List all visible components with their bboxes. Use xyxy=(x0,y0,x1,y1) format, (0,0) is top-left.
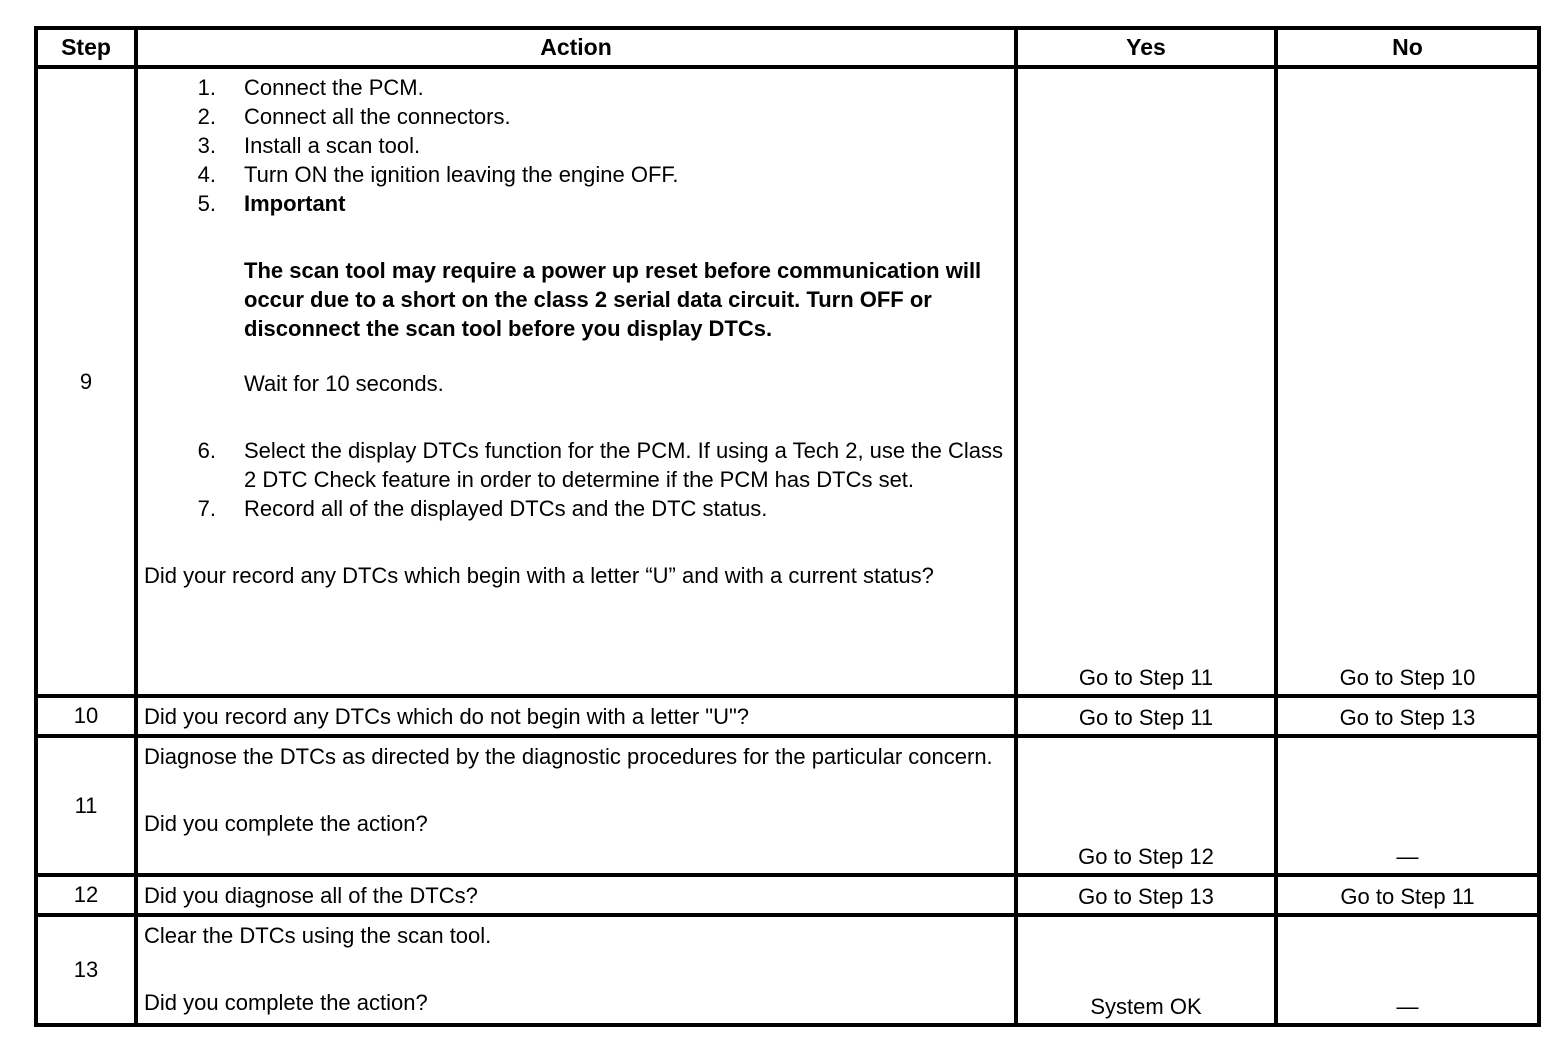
action-cell xyxy=(136,67,1016,696)
important-label: Important xyxy=(244,191,346,217)
no-result: Go to Step 13 xyxy=(1276,696,1539,736)
wait-text: Wait for 10 seconds. xyxy=(244,371,444,397)
item-number: 4. xyxy=(197,162,216,188)
item-text: Turn ON the ignition leaving the engine OFF. xyxy=(244,162,679,188)
yes-result: Go to Step 11 xyxy=(1016,67,1276,696)
diagnostic-table xyxy=(34,26,1541,1027)
no-result: — xyxy=(1276,736,1539,874)
table-row-step-12 xyxy=(36,875,1539,915)
item-text: Connect all the connectors. xyxy=(244,104,511,130)
list-item xyxy=(144,494,1008,523)
question-text: Did you record any DTCs which do not begin with a letter "U"? xyxy=(136,696,1016,736)
item-number: 5. xyxy=(197,191,216,217)
action-list xyxy=(144,73,1008,218)
list-item xyxy=(144,102,1008,131)
header-no: No xyxy=(1276,28,1539,67)
item-number: 7. xyxy=(197,496,216,522)
item-number: 1. xyxy=(197,75,216,101)
header-step: Step xyxy=(36,28,136,67)
item-number: 6. xyxy=(197,438,216,464)
header-yes: Yes xyxy=(1016,28,1276,67)
step-number: 10 xyxy=(36,696,136,736)
header-row xyxy=(36,28,1539,67)
action-cell xyxy=(136,736,1016,874)
action-list-2 xyxy=(144,436,1008,523)
list-item xyxy=(144,189,1008,218)
yes-result: Go to Step 12 xyxy=(1016,736,1276,874)
question-text: Did you complete the action? xyxy=(144,989,428,1015)
no-result: Go to Step 10 xyxy=(1276,67,1539,696)
action-text: Diagnose the DTCs as directed by the diagnostic procedures for the particular concern. xyxy=(144,744,993,770)
item-number: 2. xyxy=(197,104,216,130)
table-row-step-13 xyxy=(36,915,1539,1025)
list-item xyxy=(144,131,1008,160)
step-number: 12 xyxy=(36,875,136,915)
yes-result: System OK xyxy=(1016,915,1276,1025)
action-cell xyxy=(136,915,1016,1025)
list-item xyxy=(144,436,1008,494)
yes-result: Go to Step 11 xyxy=(1016,696,1276,736)
question-text: Did you complete the action? xyxy=(144,811,428,837)
table-row-step-10 xyxy=(36,696,1539,736)
no-result: — xyxy=(1276,915,1539,1025)
yes-result: Go to Step 13 xyxy=(1016,875,1276,915)
item-text: Connect the PCM. xyxy=(244,75,424,101)
step-number: 9 xyxy=(36,67,136,696)
item-text: Record all of the displayed DTCs and the DTC status. xyxy=(244,496,768,522)
header-action: Action xyxy=(136,28,1016,67)
important-text: The scan tool may require a power up reset before communication will occur due to a short on the class 2 serial data circuit. Turn OFF or disconnect the scan tool before you display DTCs. xyxy=(244,258,982,342)
table-row-step-9 xyxy=(36,67,1539,696)
action-text: Clear the DTCs using the scan tool. xyxy=(144,922,492,948)
step-number: 11 xyxy=(36,736,136,874)
item-text: Select the display DTCs function for the PCM. If using a Tech 2, use the Class 2 DTC Check feature in order to determine if the PCM has DTCs set. xyxy=(244,438,1003,493)
question-text: Did you diagnose all of the DTCs? xyxy=(136,875,1016,915)
question-text: Did your record any DTCs which begin with a letter “U” and with a current status? xyxy=(144,563,934,589)
item-number: 3. xyxy=(197,133,216,159)
table-row-step-11 xyxy=(36,736,1539,874)
list-item xyxy=(144,160,1008,189)
step-number: 13 xyxy=(36,915,136,1025)
item-text: Install a scan tool. xyxy=(244,133,421,159)
no-result: Go to Step 11 xyxy=(1276,875,1539,915)
list-item xyxy=(144,73,1008,102)
